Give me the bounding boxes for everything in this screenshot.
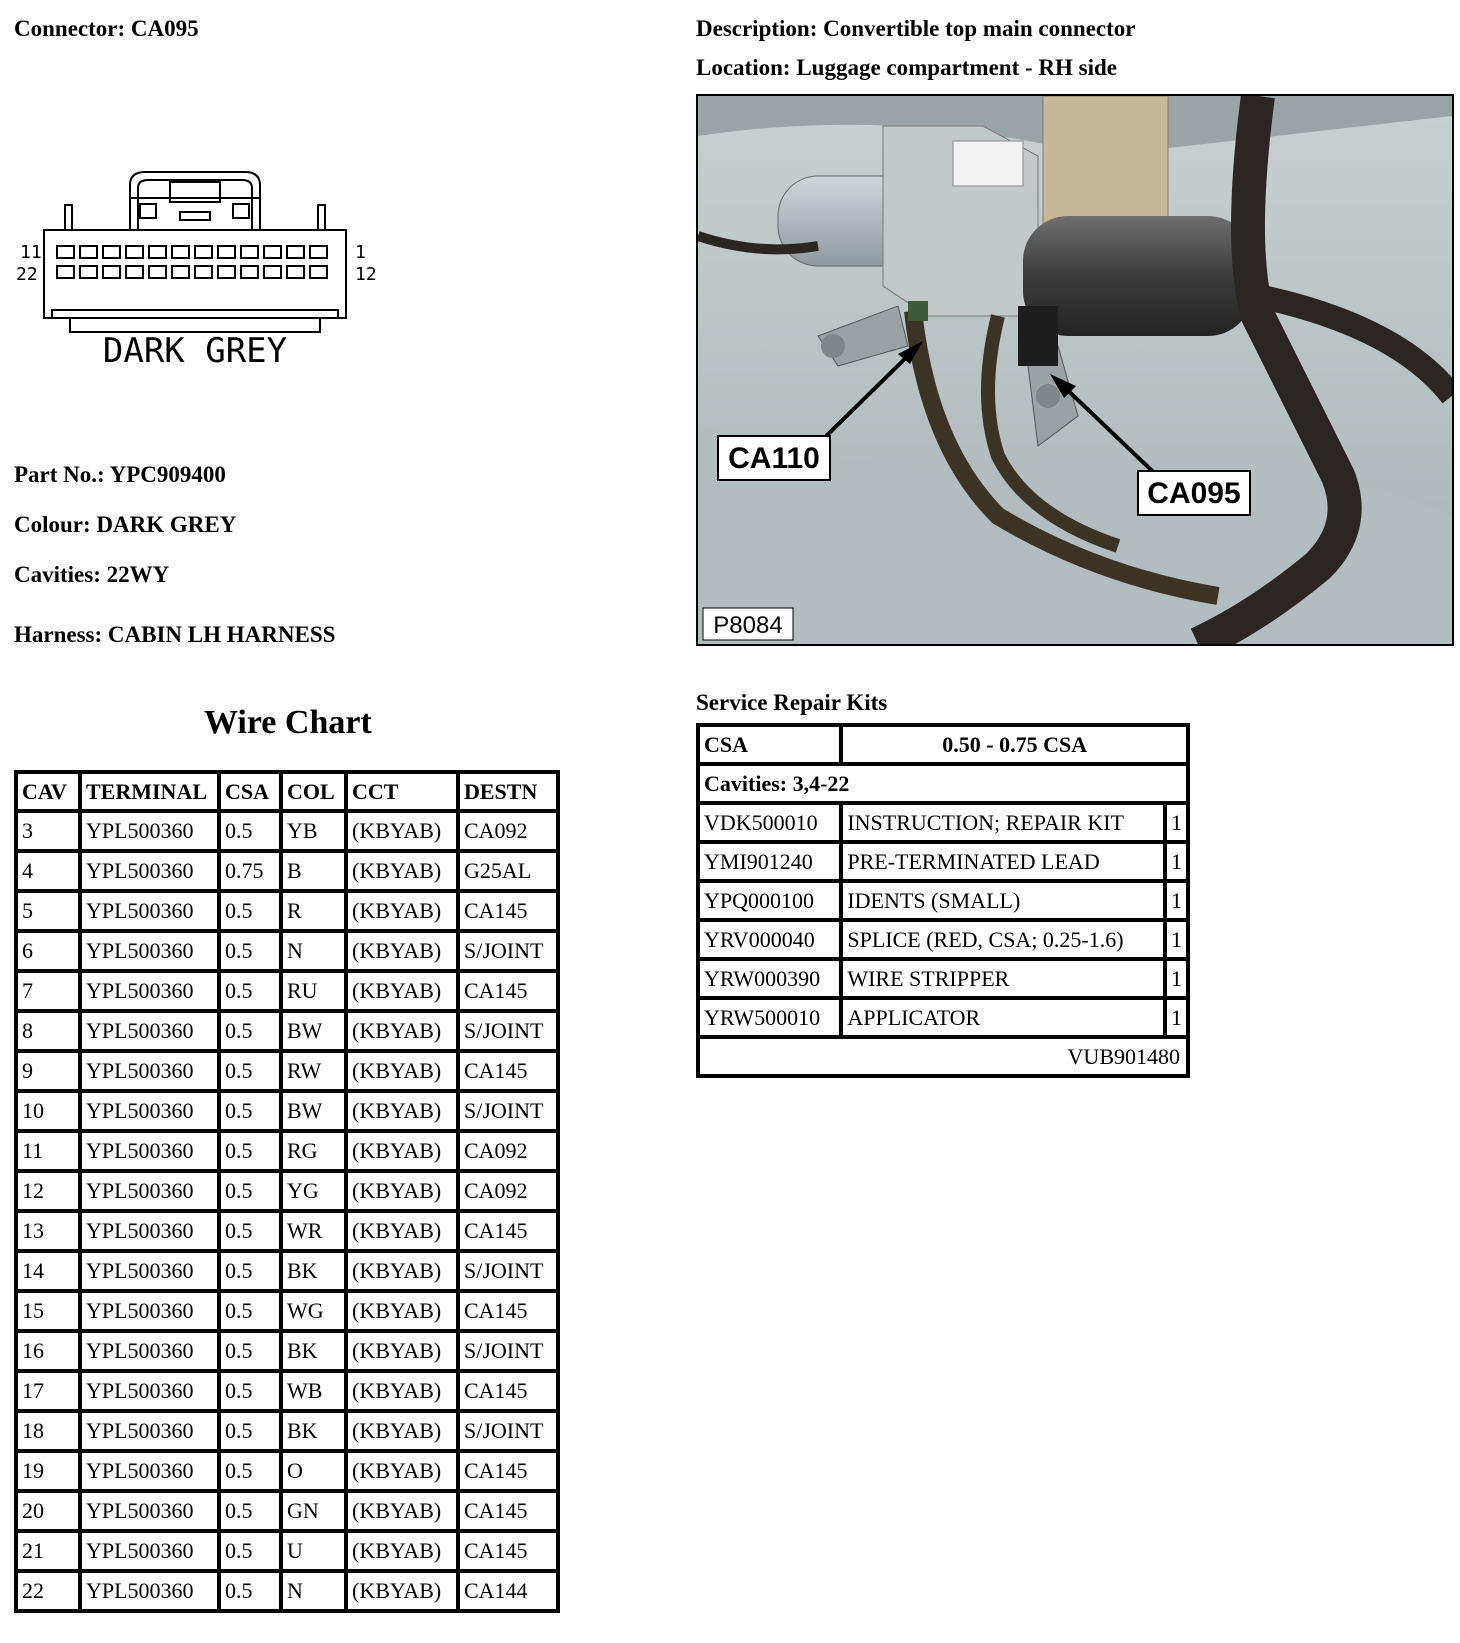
cell-destn: G25AL xyxy=(460,853,556,889)
cell-terminal: YPL500360 xyxy=(82,1533,217,1569)
cell-terminal: YPL500360 xyxy=(82,1413,217,1449)
cell-cct: (KBYAB) xyxy=(348,1453,456,1489)
cell-col: GN xyxy=(283,1493,344,1529)
cell-cct: (KBYAB) xyxy=(348,1053,456,1089)
cell-csa: 0.5 xyxy=(221,1293,279,1329)
cell-destn: S/JOINT xyxy=(460,933,556,969)
kit-cavities: Cavities: 3,4-22 xyxy=(700,766,1186,801)
col-col: COL xyxy=(283,774,344,809)
colour-value: DARK GREY xyxy=(96,512,237,537)
cell-col: BK xyxy=(283,1413,344,1449)
col-cct: CCT xyxy=(348,774,456,809)
service-kits-table xyxy=(696,723,1190,1078)
pin-label-22: 22 xyxy=(16,264,38,285)
kit-quantity: 1 xyxy=(1167,1000,1186,1035)
table-row xyxy=(18,1133,556,1169)
cell-terminal: YPL500360 xyxy=(82,1293,217,1329)
cell-destn: CA092 xyxy=(460,813,556,849)
cavities xyxy=(14,562,169,588)
table-row xyxy=(18,1333,556,1369)
cell-cct: (KBYAB) xyxy=(348,813,456,849)
cell-destn: CA145 xyxy=(460,973,556,1009)
cell-col: BK xyxy=(283,1253,344,1289)
cell-cav: 13 xyxy=(18,1213,78,1249)
diagram-colour-text: DARK GREY xyxy=(102,331,288,370)
table-row xyxy=(18,1213,556,1249)
pin-label-1: 1 xyxy=(355,242,366,263)
harness xyxy=(14,622,335,648)
part-number xyxy=(14,462,226,488)
cell-col: BK xyxy=(283,1333,344,1369)
cell-terminal: YPL500360 xyxy=(82,1093,217,1129)
col-terminal: TERMINAL xyxy=(82,774,217,809)
connector-id xyxy=(14,16,199,42)
cell-cav: 14 xyxy=(18,1253,78,1289)
table-row xyxy=(18,813,556,849)
cell-destn: CA144 xyxy=(460,1573,556,1609)
cell-csa: 0.5 xyxy=(221,1213,279,1249)
cell-destn: S/JOINT xyxy=(460,1253,556,1289)
figure-id: P8084 xyxy=(713,612,783,639)
cell-cct: (KBYAB) xyxy=(348,1173,456,1209)
cell-cav: 17 xyxy=(18,1373,78,1409)
table-row xyxy=(18,1173,556,1209)
cell-terminal: YPL500360 xyxy=(82,1133,217,1169)
cell-csa: 0.5 xyxy=(221,893,279,929)
pin-label-11: 11 xyxy=(20,242,42,263)
cell-cav: 6 xyxy=(18,933,78,969)
cell-cct: (KBYAB) xyxy=(348,1413,456,1449)
cell-csa: 0.5 xyxy=(221,1533,279,1569)
cell-destn: CA145 xyxy=(460,1373,556,1409)
kit-quantity: 1 xyxy=(1167,961,1186,996)
cell-col: WB xyxy=(283,1373,344,1409)
cell-terminal: YPL500360 xyxy=(82,813,217,849)
cell-csa: 0.5 xyxy=(221,1453,279,1489)
cell-cav: 20 xyxy=(18,1493,78,1529)
callout-ca095: CA095 xyxy=(1147,477,1241,510)
cell-terminal: YPL500360 xyxy=(82,853,217,889)
kit-quantity: 1 xyxy=(1167,922,1186,957)
cell-terminal: YPL500360 xyxy=(82,1013,217,1049)
cell-cct: (KBYAB) xyxy=(348,1213,456,1249)
kit-part-number: YPQ000100 xyxy=(700,883,839,918)
cell-csa: 0.5 xyxy=(221,1013,279,1049)
cell-terminal: YPL500360 xyxy=(82,1213,217,1249)
cell-col: RU xyxy=(283,973,344,1009)
photo-illustration xyxy=(698,96,1452,644)
wire-chart-body xyxy=(18,813,556,1609)
kit-description: IDENTS (SMALL) xyxy=(843,883,1163,918)
connector-label: Connector: xyxy=(14,16,126,41)
cell-cav: 12 xyxy=(18,1173,78,1209)
cell-terminal: YPL500360 xyxy=(82,1173,217,1209)
cell-col: BW xyxy=(283,1013,344,1049)
cell-terminal: YPL500360 xyxy=(82,1573,217,1609)
cell-cav: 9 xyxy=(18,1053,78,1089)
cell-col: B xyxy=(283,853,344,889)
description xyxy=(696,16,1136,42)
cell-cct: (KBYAB) xyxy=(348,1013,456,1049)
cell-terminal: YPL500360 xyxy=(82,1253,217,1289)
connector-face-diagram xyxy=(10,160,380,370)
cell-col: YG xyxy=(283,1173,344,1209)
kit-quantity: 1 xyxy=(1167,805,1186,840)
table-row xyxy=(18,1093,556,1129)
cell-destn: CA145 xyxy=(460,1493,556,1529)
cell-destn: S/JOINT xyxy=(460,1413,556,1449)
cell-terminal: YPL500360 xyxy=(82,1053,217,1089)
table-row xyxy=(18,973,556,1009)
cell-terminal: YPL500360 xyxy=(82,1453,217,1489)
cell-cav: 5 xyxy=(18,893,78,929)
colour xyxy=(14,512,236,538)
cell-csa: 0.5 xyxy=(221,1053,279,1089)
cell-cct: (KBYAB) xyxy=(348,933,456,969)
cell-destn: S/JOINT xyxy=(460,1333,556,1369)
cell-destn: S/JOINT xyxy=(460,1093,556,1129)
cell-cav: 21 xyxy=(18,1533,78,1569)
kit-part-number: YRV000040 xyxy=(700,922,839,957)
cell-cav: 10 xyxy=(18,1093,78,1129)
table-row xyxy=(18,933,556,969)
kit-description: WIRE STRIPPER xyxy=(843,961,1163,996)
cell-csa: 0.5 xyxy=(221,1413,279,1449)
cell-col: R xyxy=(283,893,344,929)
kit-item-row xyxy=(700,1000,1186,1035)
cell-col: RW xyxy=(283,1053,344,1089)
cavities-label: Cavities: xyxy=(14,562,101,587)
cell-cav: 3 xyxy=(18,813,78,849)
location-value: Luggage compartment - RH side xyxy=(796,55,1117,80)
description-value: Convertible top main connector xyxy=(823,16,1136,41)
table-row xyxy=(18,1253,556,1289)
cell-csa: 0.5 xyxy=(221,1133,279,1169)
csa-label: CSA xyxy=(700,727,839,762)
col-csa: CSA xyxy=(221,774,279,809)
cell-cct: (KBYAB) xyxy=(348,1293,456,1329)
cell-csa: 0.5 xyxy=(221,1333,279,1369)
cell-cav: 11 xyxy=(18,1133,78,1169)
table-row xyxy=(18,1013,556,1049)
kit-description: INSTRUCTION; REPAIR KIT xyxy=(843,805,1163,840)
cell-col: N xyxy=(283,1573,344,1609)
service-kits-title: Service Repair Kits xyxy=(696,690,888,715)
table-row xyxy=(18,1293,556,1329)
table-row xyxy=(18,1533,556,1569)
kit-item-row xyxy=(700,805,1186,840)
cell-csa: 0.75 xyxy=(221,853,279,889)
callout-ca110: CA110 xyxy=(728,442,820,475)
csa-row xyxy=(700,727,1186,762)
table-row xyxy=(18,1413,556,1449)
part-label: Part No.: xyxy=(14,462,105,487)
kit-number: VUB901480 xyxy=(700,1039,1186,1074)
cell-cct: (KBYAB) xyxy=(348,1493,456,1529)
kit-item-row xyxy=(700,961,1186,996)
cell-col: RG xyxy=(283,1133,344,1169)
cell-terminal: YPL500360 xyxy=(82,893,217,929)
colour-label: Colour: xyxy=(14,512,91,537)
cell-destn: CA145 xyxy=(460,1213,556,1249)
cell-destn: CA092 xyxy=(460,1133,556,1169)
cell-csa: 0.5 xyxy=(221,1493,279,1529)
cavity-grid xyxy=(57,246,327,278)
cell-terminal: YPL500360 xyxy=(82,1333,217,1369)
cell-terminal: YPL500360 xyxy=(82,933,217,969)
cell-col: WR xyxy=(283,1213,344,1249)
cell-cav: 8 xyxy=(18,1013,78,1049)
table-row xyxy=(18,1053,556,1089)
kit-part-number: YRW500010 xyxy=(700,1000,839,1035)
cell-cct: (KBYAB) xyxy=(348,1093,456,1129)
cell-destn: CA145 xyxy=(460,1533,556,1569)
table-row xyxy=(18,853,556,889)
kit-item-row xyxy=(700,883,1186,918)
cavities-value: 22WY xyxy=(106,562,170,587)
cell-cct: (KBYAB) xyxy=(348,1573,456,1609)
cell-destn: CA145 xyxy=(460,1053,556,1089)
cell-destn: CA145 xyxy=(460,1293,556,1329)
cell-destn: CA092 xyxy=(460,1173,556,1209)
connector-value: CA095 xyxy=(130,16,199,41)
cell-csa: 0.5 xyxy=(221,973,279,1009)
cell-csa: 0.5 xyxy=(221,1093,279,1129)
col-cav: CAV xyxy=(18,774,78,809)
kit-description: SPLICE (RED, CSA; 0.25-1.6) xyxy=(843,922,1163,957)
part-value: YPC909400 xyxy=(109,462,226,487)
kit-part-number: VDK500010 xyxy=(700,805,839,840)
table-row xyxy=(18,1493,556,1529)
wire-chart-table xyxy=(14,770,560,1613)
kit-description: PRE-TERMINATED LEAD xyxy=(843,844,1163,879)
cell-csa: 0.5 xyxy=(221,813,279,849)
cell-cav: 16 xyxy=(18,1333,78,1369)
kit-quantity: 1 xyxy=(1167,883,1186,918)
location xyxy=(696,55,1117,81)
csa-value: 0.50 - 0.75 CSA xyxy=(843,727,1186,762)
cell-cav: 18 xyxy=(18,1413,78,1449)
table-row xyxy=(18,1373,556,1409)
kit-description: APPLICATOR xyxy=(843,1000,1163,1035)
cell-cav: 4 xyxy=(18,853,78,889)
cell-csa: 0.5 xyxy=(221,1573,279,1609)
cell-cav: 7 xyxy=(18,973,78,1009)
kit-part-number: YRW000390 xyxy=(700,961,839,996)
table-row xyxy=(18,893,556,929)
kit-part-number: YMI901240 xyxy=(700,844,839,879)
cell-destn: CA145 xyxy=(460,893,556,929)
cell-destn: CA145 xyxy=(460,1453,556,1489)
cell-col: YB xyxy=(283,813,344,849)
wire-chart-header-row xyxy=(18,774,556,809)
cell-cct: (KBYAB) xyxy=(348,1253,456,1289)
cell-cct: (KBYAB) xyxy=(348,1133,456,1169)
cell-col: U xyxy=(283,1533,344,1569)
cell-cav: 15 xyxy=(18,1293,78,1329)
pin-label-12: 12 xyxy=(355,264,377,285)
cell-cav: 19 xyxy=(18,1453,78,1489)
cell-csa: 0.5 xyxy=(221,933,279,969)
location-photo xyxy=(696,94,1454,646)
cell-col: WG xyxy=(283,1293,344,1329)
kit-item-row xyxy=(700,844,1186,879)
cell-csa: 0.5 xyxy=(221,1173,279,1209)
cell-col: O xyxy=(283,1453,344,1489)
cell-cct: (KBYAB) xyxy=(348,1333,456,1369)
cell-cct: (KBYAB) xyxy=(348,973,456,1009)
cell-cct: (KBYAB) xyxy=(348,1373,456,1409)
cell-csa: 0.5 xyxy=(221,1253,279,1289)
cell-terminal: YPL500360 xyxy=(82,1493,217,1529)
cell-cav: 22 xyxy=(18,1573,78,1609)
location-label: Location: xyxy=(696,55,791,80)
col-destn: DESTN xyxy=(460,774,556,809)
cell-terminal: YPL500360 xyxy=(82,973,217,1009)
table-row xyxy=(18,1573,556,1609)
cell-col: N xyxy=(283,933,344,969)
wire-chart-title: Wire Chart xyxy=(204,704,372,741)
cell-csa: 0.5 xyxy=(221,1373,279,1409)
cell-cct: (KBYAB) xyxy=(348,853,456,889)
kit-quantity: 1 xyxy=(1167,844,1186,879)
cell-col: BW xyxy=(283,1093,344,1129)
cavities-row xyxy=(700,766,1186,801)
cell-cct: (KBYAB) xyxy=(348,1533,456,1569)
cell-cct: (KBYAB) xyxy=(348,893,456,929)
table-row xyxy=(18,1453,556,1489)
description-label: Description: xyxy=(696,16,818,41)
harness-label: Harness: xyxy=(14,622,103,647)
harness-value: CABIN LH HARNESS xyxy=(107,622,336,647)
kit-footer-row xyxy=(700,1039,1186,1074)
cell-terminal: YPL500360 xyxy=(82,1373,217,1409)
cell-destn: S/JOINT xyxy=(460,1013,556,1049)
kit-item-row xyxy=(700,922,1186,957)
